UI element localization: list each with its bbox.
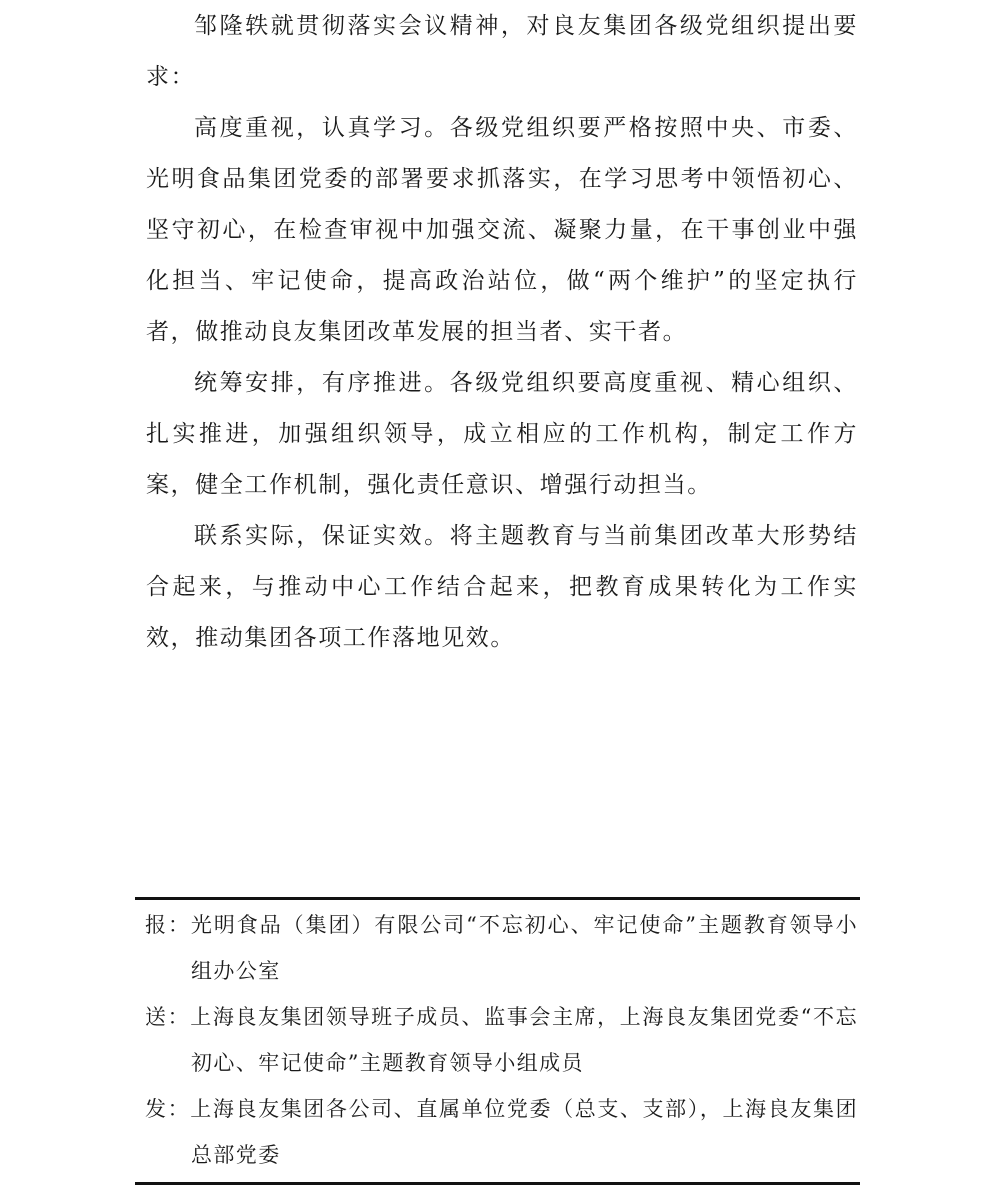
distribution-issue-to: [145, 1086, 858, 1178]
distribution-label-issue: 发：: [145, 1097, 191, 1121]
distribution-report-to: [145, 902, 858, 994]
distribution-text-report: 光明食品（集团）有限公司“不忘初心、牢记使命”主题教育领导小组办公室: [190, 913, 858, 983]
distribution-section: [135, 897, 860, 1185]
paragraph-requirement-arrangement: 统筹安排，有序推进。各级党组织要高度重视、精心组织、扎实推进，加强组织领导，成立相应的工作机构，制定工作方案，健全工作机制，强化责任意识、增强行动担当。: [146, 370, 858, 498]
paragraph-intro: 邹隆轶就贯彻落实会议精神，对良友集团各级党组织提出要求：: [146, 13, 858, 90]
paragraph-requirement-effectiveness: 联系实际，保证实效。将主题教育与当前集团改革大形势结合起来，与推动中心工作结合起来，把教育成果转化为工作实效，推动集团各项工作落地见效。: [146, 523, 858, 651]
distribution-list: [135, 900, 860, 1182]
bottom-divider: [135, 1182, 860, 1185]
distribution-text-send: 上海良友集团领导班子成员、监事会主席，上海良友集团党委“不忘初心、牢记使命”主题教育领导小组成员: [190, 1005, 858, 1075]
distribution-label-send: 送：: [145, 1005, 191, 1029]
distribution-send-to: [145, 994, 858, 1086]
distribution-text-issue: 上海良友集团各公司、直属单位党委（总支、支部），上海良友集团总部党委: [190, 1097, 858, 1167]
paragraph-requirement-study: 高度重视，认真学习。各级党组织要严格按照中央、市委、光明食品集团党委的部署要求抓落实，在学习思考中领悟初心、坚守初心，在检查审视中加强交流、凝聚力量，在干事创业中强化担当、牢记使命，提高政治站位，做“两个维护”的坚定执行者，做推动良友集团改革发展的担当者、实干者。: [146, 115, 858, 345]
document-body: [146, 0, 858, 664]
distribution-label-report: 报：: [145, 913, 191, 937]
